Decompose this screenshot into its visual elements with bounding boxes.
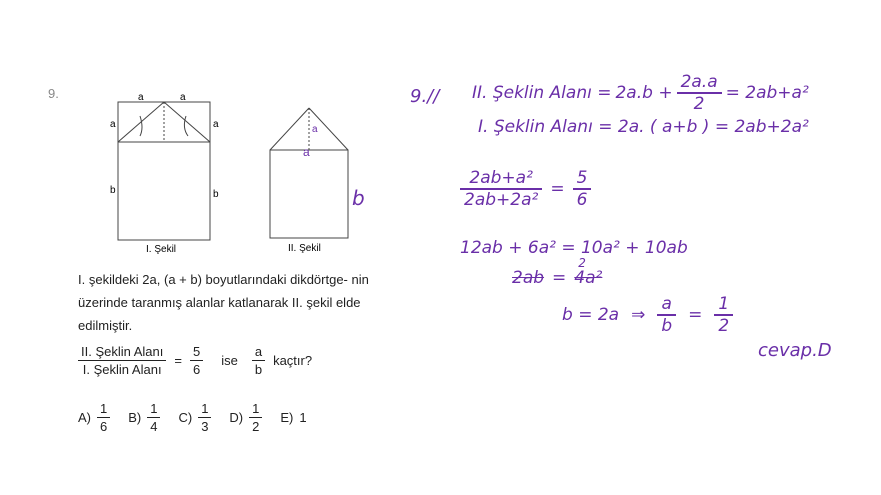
ab-den: b [254,362,263,377]
option-a[interactable] [78,400,110,435]
figure-1-label-top-right: a [180,92,186,103]
hw-line5-eq: = [688,305,703,325]
option-e-letter: E) [280,410,294,425]
a-over-b-fraction [252,343,265,378]
handwritten-line-5 [562,294,733,336]
hw-line1-label: II. Şeklin Alanı = [472,83,612,103]
hw-line5-den: b [661,316,673,336]
option-d-fraction [249,400,262,435]
ratio-tail: kaçtır? [273,353,313,368]
ratio-equals: = [174,353,182,368]
hw-line2-expr: 2a. ( a+b ) = 2ab+2a² [617,117,809,137]
ab-num: a [252,343,265,361]
option-d-num: 1 [249,400,262,418]
handwritten-ratio [460,168,591,210]
figure-2-caption: II. Şekil [288,243,321,254]
option-d-den: 2 [252,419,260,434]
option-a-num: 1 [97,400,110,418]
hw-line5-arrow: ⇒ [631,305,646,325]
figure-1-right-diagonal [164,102,210,142]
figure-1 [100,88,230,258]
hw-ratio-den: 2ab+2a² [464,190,539,210]
hw-line4-small-top: 2 [578,256,586,270]
figure-1-label-left-b: b [110,185,116,196]
option-b[interactable] [128,400,160,435]
handwritten-line-3: 12ab + 6a² = 10a² + 10ab [460,238,688,258]
figure-2-label-a: a [312,124,318,135]
answer-options [78,400,307,435]
hw-line1-fraction [677,72,722,114]
option-a-fraction [97,400,110,435]
figure-2-rectangle [270,150,348,238]
handwritten-side-b: b [352,186,365,210]
hw-line4-eq: = [552,268,567,288]
figure-1-right-arrow [184,116,188,136]
handwritten-line-2 [478,117,809,137]
ratio-value-den: 6 [192,362,201,377]
ratio-value-num: 5 [190,343,203,361]
figure-1-label-top-left: a [138,92,144,103]
hw-ratio-eq: = [550,179,565,199]
hw-ratio-value-den: 6 [576,190,588,210]
hw-ratio-num: 2ab+a² [460,168,542,190]
figure-2 [258,96,358,256]
option-d-letter: D) [229,410,244,425]
handwritten-answer: cevap.D [758,340,832,361]
option-c-fraction [198,400,211,435]
ratio-value-fraction [190,343,203,378]
hw-line4-left: 2ab [512,268,545,288]
handwritten-number: 9.// [410,86,440,107]
hw-line1-result: = 2ab+a² [725,83,809,103]
question-text: I. şekildeki 2a, (a + b) boyutlarındaki dikdörtge- nin üzerinde taranmış alanlar katlanarak II. şekil elde edilmiştir. [78,272,369,333]
hw-line5-left: b = 2a [562,305,620,325]
figure-1-left-diagonal [118,102,164,142]
option-d[interactable] [229,400,262,435]
ratio-expression [78,343,312,378]
hw-line5-fraction [657,294,676,336]
option-c-num: 1 [198,400,211,418]
ratio-denominator: I. Şeklin Alanı [82,362,162,377]
handwritten-line-1 [472,72,809,114]
option-b-letter: B) [128,410,142,425]
hw-line4-right: 4a² [574,268,603,288]
option-c-letter: C) [178,410,193,425]
figure-1-label-right-a: a [213,119,219,130]
hw-ratio-value [573,168,592,210]
figure-2-label-shade: a [303,145,310,159]
figure-1-caption: I. Şekil [146,244,177,255]
question-number: 9. [48,86,59,101]
hw-line5-rden: 2 [718,316,730,336]
figure-1-left-arrow [140,116,142,136]
hw-line1-expr: 2a.b + [615,83,673,103]
figure-1-label-right-b: b [213,189,219,200]
option-c-den: 3 [201,419,209,434]
handwritten-line-4 [512,256,603,288]
ratio-numerator: II. Şeklin Alanı [78,343,166,361]
hw-ratio-fraction [460,168,542,210]
option-b-fraction [147,400,160,435]
option-c[interactable] [178,400,211,435]
option-b-num: 1 [147,400,160,418]
area-ratio-fraction [78,343,166,378]
hw-line1-frac-den: 2 [693,94,705,114]
option-e-value: 1 [299,410,307,425]
hw-line2-label: I. Şeklin Alanı = [478,117,613,137]
hw-line5-result [714,294,733,336]
hw-ratio-value-num: 5 [573,168,592,190]
option-a-den: 6 [100,419,108,434]
ratio-ise: ise [221,353,238,368]
hw-line1-frac-num: 2a.a [677,72,722,94]
hw-line4-right-wrap [574,256,603,288]
hw-line5-rnum: 1 [714,294,733,316]
figure-2-left-roof [270,108,309,150]
option-a-letter: A) [78,410,91,425]
hw-line5-num: a [657,294,676,316]
option-e[interactable] [280,410,306,425]
option-b-den: 4 [150,419,158,434]
figure-1-label-left-a: a [110,119,116,130]
